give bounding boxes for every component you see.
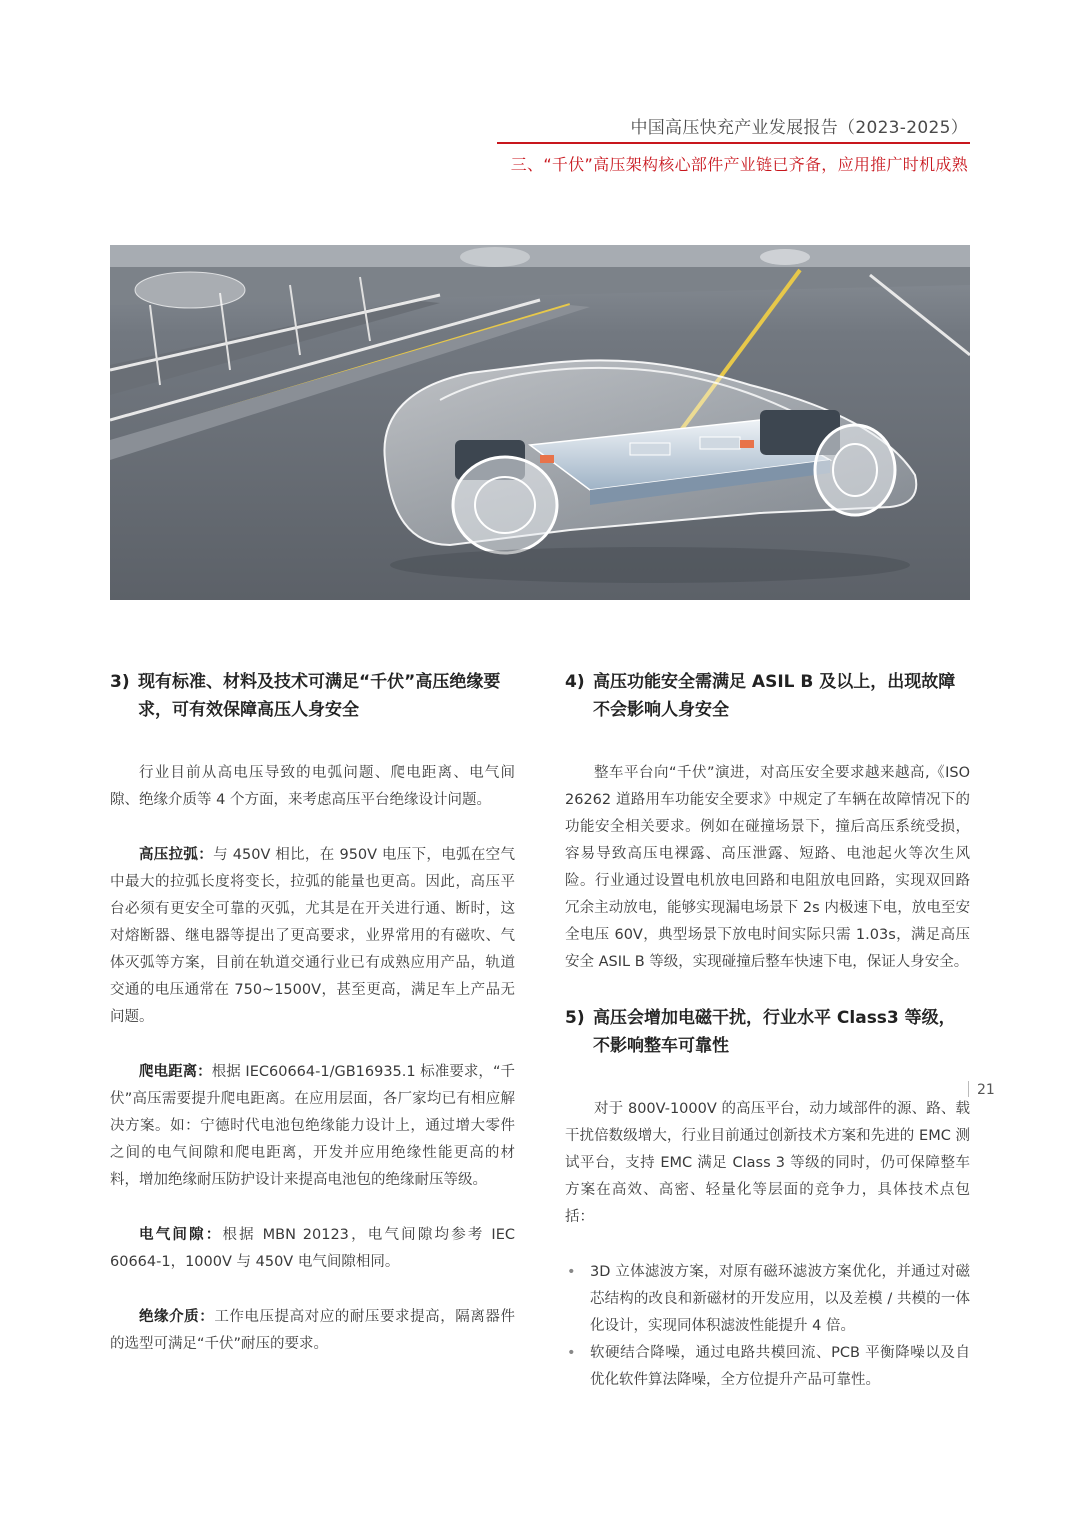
list-item-text: 3D 立体滤波方案，对原有磁环滤波方案优化，并通过对磁芯结构的改良和新磁材的开发应用，以及差模 / 共模的一体化设计，实现同体积滤波性能提升 4 倍。	[590, 1264, 970, 1334]
arc-label: 高压拉弧：	[139, 847, 214, 863]
hero-image-transparent-ev-chassis	[110, 245, 970, 600]
section-4-heading	[565, 668, 970, 724]
list-item	[565, 1340, 970, 1394]
insulation-paragraph	[110, 1304, 515, 1358]
left-column	[110, 668, 515, 1358]
page-number	[968, 1081, 995, 1098]
tech-points-list	[565, 1259, 970, 1394]
header-title: 中国高压快充产业发展报告（2023-2025）	[630, 118, 968, 138]
bullet-icon: •	[567, 1345, 576, 1361]
bullet-icon: •	[567, 1264, 576, 1280]
insulation-label: 绝缘介质：	[139, 1309, 215, 1325]
section-3-number: 3)	[110, 672, 130, 692]
section-3-heading	[110, 668, 515, 724]
arc-text: 与 450V 相比，在 950V 电压下，电弧在空气中最大的拉弧长度将变长，拉弧的能量也更高。因此，高压平台必须有更安全可靠的灭弧，尤其是在开关进行通、断时，这对熔断器、继电器等提出了更高要求，业界常用的有磁吹、气体灭弧等方案，目前在轨道交通行业已有成熟应用产品，轨道交通的电压通常在 750~1500V，甚至更高，满足车上产品无问题。	[110, 847, 515, 1025]
left-paragraph-1: 行业目前从高电压导致的电弧问题、爬电距离、电气间隙、绝缘介质等 4 个方面，来考虑高压平台绝缘设计问题。	[110, 765, 515, 808]
right-paragraph-1: 整车平台向“千伏”演进，对高压安全要求越来越高,《ISO 26262 道路用车功能安全要求》中规定了车辆在故障情况下的功能安全相关要求。例如在碰撞场景下，撞后高压系统受损，容易导致高压电裸露、高压泄露、短路、电池起火等次生风险。行业通过设置电机放电回路和电阻放电回路，实现双回路冗余主动放电，能够实现漏电场景下 2s 内极速下电，放电至安全电压 60V，典型场景下放电时间实际只需 1.03s，满足高压安全 ASIL B 等级，实现碰撞后整车快速下电，保证人身安全。	[565, 765, 970, 970]
clearance-text: 根据 MBN 20123，电气间隙均参考 IEC 60664-1，1000V 与 450V 电气间隙相同。	[110, 1227, 515, 1270]
section-3-title: 现有标准、材料及技术可满足“千伏”高压绝缘要求，可有效保障高压人身安全	[138, 672, 501, 720]
arc-paragraph	[110, 842, 515, 1031]
header-rule	[497, 142, 970, 144]
section-4-title: 高压功能安全需满足 ASIL B 及以上，出现故障不会影响人身安全	[593, 672, 956, 720]
list-item	[565, 1259, 970, 1340]
creepage-label: 爬电距离：	[139, 1064, 212, 1080]
section-5-title: 高压会增加电磁干扰，行业水平 Class3 等级，不影响整车可靠性	[593, 1008, 956, 1056]
right-paragraph-2: 对于 800V-1000V 的高压平台，动力域部件的源、路、载干扰倍数级增大，行业目前通过创新技术方案和先进的 EMC 测试平台，支持 EMC 满足 Class 3 等级的同时，仍可保障整车方案在高效、高密、轻量化等层面的竞争力，具体技术点包括：	[565, 1101, 970, 1225]
right-column	[565, 668, 970, 1394]
section-5-heading	[565, 1004, 970, 1060]
creepage-paragraph	[110, 1059, 515, 1194]
creepage-text: 根据 IEC60664-1/GB16935.1 标准要求，“千伏”高压需要提升爬电距离。在应用层面，各厂家均已有相应解决方案。如：宁德时代电池包绝缘能力设计上，通过增大零件之间的电气间隙和爬电距离，开发并应用绝缘性能更高的材料，增加绝缘耐压防护设计来提高电池包的绝缘耐压等级。	[110, 1064, 516, 1188]
clearance-label: 电气间隙：	[139, 1227, 223, 1243]
header-subtitle: 三、“千伏”高压架构核心部件产业链已齐备，应用推广时机成熟	[510, 155, 968, 174]
page-number-divider	[968, 1081, 969, 1097]
insulation-text: 工作电压提高对应的耐压要求提高，隔离器件的选型可满足“千伏”耐压的要求。	[110, 1309, 515, 1352]
section-4-number: 4)	[565, 672, 585, 692]
page-number-value: 21	[977, 1082, 995, 1098]
clearance-paragraph	[110, 1222, 515, 1276]
section-5-number: 5)	[565, 1008, 585, 1028]
list-item-text: 软硬结合降噪，通过电路共模回流、PCB 平衡降噪以及自优化软件算法降噪，全方位提升产品可靠性。	[590, 1345, 970, 1388]
